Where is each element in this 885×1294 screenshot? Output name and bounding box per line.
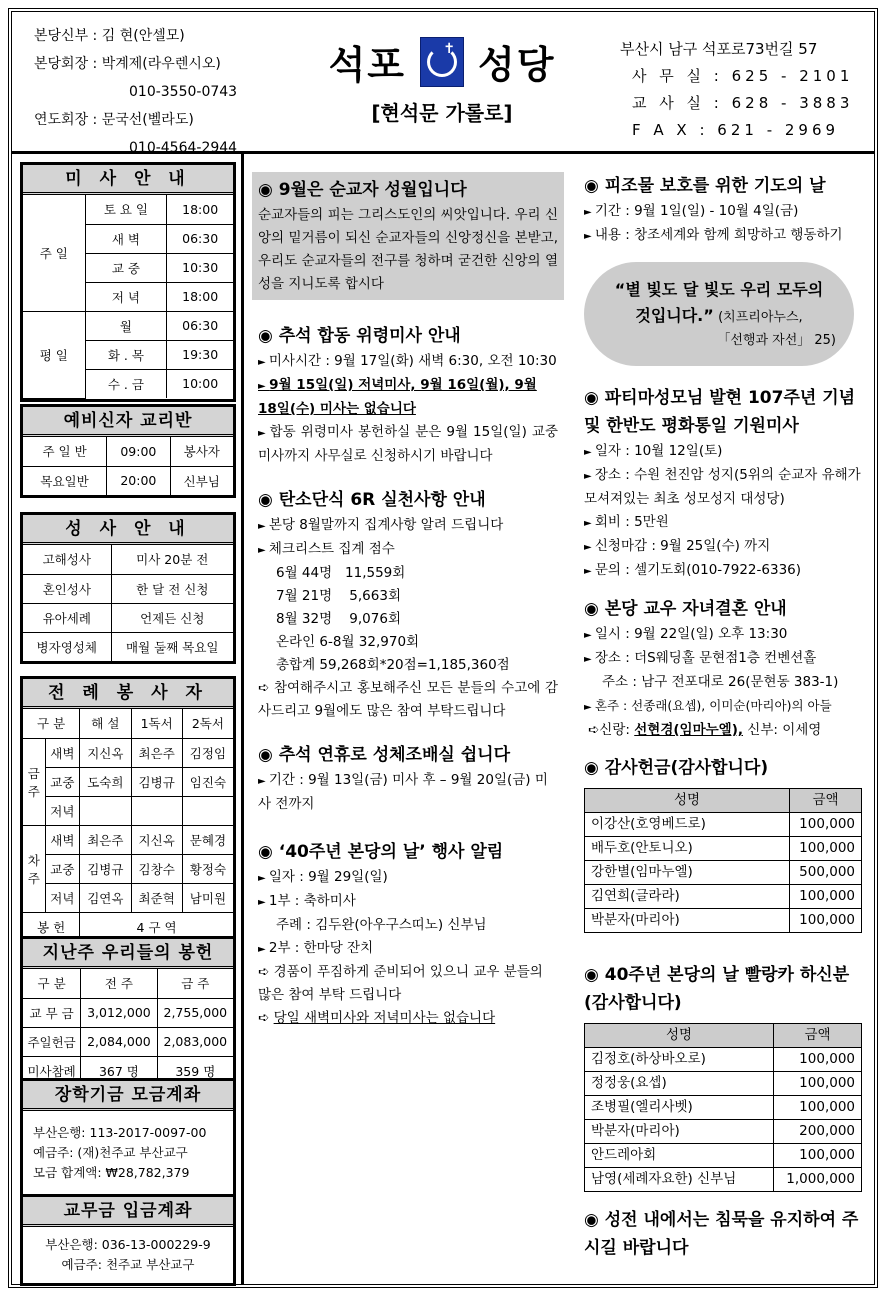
cell: 언제든 신청 [111,603,233,632]
offering-title: 지난주 우리들의 봉헌 [23,939,233,969]
cell: 김연옥 [80,883,131,912]
cell: 미사 20분 전 [111,545,233,574]
contact-info: 부산시 남구 석포로73번길 57 사 무 실 : 625 - 2101 교 사 실 : 628 - 3883 F A X : 621 - 2969 [620,36,853,144]
section-title: ◉ 추석 합동 위령미사 안내 [258,326,461,346]
item: ► 회비 : 5만원 [584,511,866,535]
section-title: ◉ 본당 교우 자녀결혼 안내 [584,599,787,619]
donor-amount: 100,000 [774,1144,862,1168]
quote-source: (치프리아누스, [718,310,803,325]
cell: 09:00 [107,437,170,466]
holder-line: 예금주: 천주교 부산교구 [61,1257,195,1272]
section-title: ◉ 9월은 순교자 성월입니다 [258,180,467,200]
item: ► 일시 : 9월 22일(일) 오후 13:30 [584,623,866,647]
donor-name: 조병필(엘리사벳) [585,1096,774,1120]
item: ► 장소 : 더S웨딩홀 문현점1층 컨벤션홀 [584,647,866,671]
cell: 20:00 [107,466,170,495]
cell: 주일헌금 [23,1027,81,1056]
liturgy-title: 전 례 봉 사 자 [23,679,233,709]
mass-time: 19:30 [167,340,233,369]
item: ► 문의 : 셀기도회(010-7922-6336) [584,559,866,583]
yeondo-phone: 010-4564-2944 [129,140,238,156]
mass-time: 18:00 [167,282,233,311]
this-week-label: 금주 [23,738,45,825]
mass-slot: 교 중 [85,253,167,282]
anniversary-event [252,838,564,1030]
title-right: 성당 [478,43,556,87]
cell: 주 일 반 [23,437,107,466]
section-title: ◉ 감사헌금(감사합니다) [584,758,769,778]
bulletin-page [8,8,878,1288]
cell: 고해성사 [23,545,111,574]
item: ► 혼주 : 선종래(요셉), 이미순(마리아)의 아들 [584,694,866,719]
mass-time: 06:30 [167,311,233,340]
sacraments-title: 성 사 안 내 [23,515,233,545]
groom-name: 선현경(임마누엘), [634,722,743,738]
item: ► 합동 위령미사 봉헌하실 분은 9월 15일(일) 교중미사까지 사무실로 신청하시기 바랍니다 [258,421,558,468]
item: ► 신청마감 : 9월 25일(수) 까지 [584,535,866,559]
title-left: 석포 [328,43,406,87]
catechumen-title: 예비신자 교리반 [23,407,233,437]
sunday-label: 주 일 [23,195,85,311]
cell: 금 주 [157,969,233,998]
cell: 문혜경 [182,825,233,854]
adoration-closed [252,741,564,816]
staff-info: 본당신부 : 김 현(안셀모) 본당회장 : 박계제(라우렌시오) 010-3550-0743 연도회장 : 문국선(벨라도) 010-4564-2944 [34,22,237,162]
donor-name: 남영(세례자요한) 신부님 [585,1168,774,1192]
donor-name: 김연희(글라라) [585,885,790,909]
item: ► 일자 : 9월 29일(일) [258,866,558,890]
cell: 구 분 [23,709,80,738]
martyr-month [252,172,564,300]
section-title: ◉ 피조물 보호를 위한 기도의 날 [584,176,826,196]
mass-title: 미 사 안 내 [23,165,233,195]
anniversary-donors [584,961,866,1192]
cell: 도숙희 [80,767,131,796]
wedding-notice [584,595,866,742]
president-name: 박계제(라우렌시오) [101,56,221,72]
cell: 3,012,000 [81,998,157,1027]
donor-name: 이강산(호영베드로) [585,813,790,837]
cell: 2,084,000 [81,1027,157,1056]
liturgy-servers [20,676,236,944]
cell: 전 주 [81,969,157,998]
col-header: 금액 [774,1024,862,1048]
donor-name: 정정웅(요셉) [585,1072,774,1096]
cell: 김병규 [131,767,182,796]
creation-prayer [584,172,866,248]
header [12,12,874,154]
memorial-mass [252,322,564,468]
cell: 혼인성사 [23,574,111,603]
item: ► 기간 : 9월 13일(금) 미사 후 – 9월 20일(금) 미사 전까지 [258,769,558,816]
cell: 2,755,000 [157,998,233,1027]
item: ➪ 참여해주시고 홍보해주신 모든 분들의 수고에 감사드리고 9월에도 많은 참여 부탁드립니다 [258,680,558,719]
bank-line: 부산은행: 113-2017-0097-00 [33,1125,207,1140]
stat: 온라인 6-8월 32,970회 [276,634,420,650]
mass-slot: 토 요 일 [85,195,167,224]
cell: 2,083,000 [157,1027,233,1056]
church-logo-icon: ✝ [420,37,464,87]
item: ► 장소 : 수원 천진암 성지(5위의 순교자 유해가 모셔져있는 최초 성모성지 대성당) [584,464,866,511]
donor-amount: 200,000 [774,1120,862,1144]
cell: 김병규 [80,854,131,883]
donor-name: 김정호(하상바오로) [585,1048,774,1072]
fatima-mass [584,384,866,583]
stat: 7월 21명 5,663회 [276,588,401,604]
donor-name: 강한별(임마누엘) [585,861,790,885]
item: ► 1부 : 축하미사 [258,890,558,914]
scholarship-title: 장학기금 모금계좌 [23,1081,233,1111]
holder-line: 예금주: (재)천주교 부산교구 [33,1145,188,1160]
cell: 한 달 전 신청 [111,574,233,603]
item: ► 미사시간 : 9월 17일(화) 새벽 6:30, 오전 10:30 [258,350,558,374]
cell: 367 명 [81,1056,157,1085]
col-header: 금액 [790,789,862,813]
quote-text: “별 빛도 달 빛도 우리 모두의 [614,280,824,299]
cell: 저녁 [45,796,80,825]
cell: 미사참례 [23,1056,81,1085]
item: 당일 새벽미사와 저녁미사는 없습니다 [273,1010,496,1026]
section-title: ◉ 파티마성모님 발현 107주년 기념 및 한반도 평화통일 기원미사 [584,388,856,436]
yeondo-label: 연도회장 [34,112,89,128]
item: ► 2부 : 한마당 잔치 [258,937,558,961]
item: ➪ 경품이 푸짐하게 준비되어 있으니 교우 분들의 많은 참여 부탁 드립니다 [258,964,543,1003]
quote-bubble [584,262,854,366]
cell [131,796,182,825]
teacher-phone: 628 - 3883 [731,94,854,112]
right-column [584,172,866,1262]
left-column [12,154,244,1284]
dues-title: 교무금 입금계좌 [23,1197,233,1227]
weekday-label: 평 일 [23,311,85,398]
stat: 총합계 59,268회*20점=1,185,360점 [276,657,510,673]
office-label: 사 무 실 [632,67,706,85]
cell: 새벽 [45,738,80,767]
church-title [312,34,572,126]
section-title: ◉ 탄소단식 6R 실천사항 안내 [258,490,486,510]
bride-name: 신부: 이세영 [743,722,822,738]
cell: 해 설 [80,709,131,738]
donor-name: 박분자(마리아) [585,909,790,933]
donor-amount: 100,000 [790,813,862,837]
cell: 봉 헌 [23,912,80,941]
donor-amount: 100,000 [790,909,862,933]
yeondo-name: 문국선(벨라도) [101,112,194,128]
president-label: 본당회장 [34,56,89,72]
mass-slot: 화 . 목 [85,340,167,369]
cell [80,796,131,825]
item: ► 내용 : 창조세계와 함께 희망하고 행동하기 [584,224,866,248]
teacher-label: 교 사 실 [632,94,706,112]
col-header: 성명 [585,1024,774,1048]
cell: 구 분 [23,969,81,998]
next-week-label: 차주 [23,825,45,912]
cell: 김창수 [131,854,182,883]
groom-label: ➪신랑: [588,722,635,738]
cell [182,796,233,825]
cell: 목요일반 [23,466,107,495]
mass-slot: 월 [85,311,167,340]
catechumen-class [20,404,236,498]
item: 주례 : 김두완(아우구스띠노) 신부님 [276,917,487,933]
office-phone: 625 - 2101 [731,67,854,85]
donor-name: 박분자(마리아) [585,1120,774,1144]
cell: 임진숙 [182,767,233,796]
cell: 새벽 [45,825,80,854]
donor-amount: 100,000 [774,1048,862,1072]
cell: 359 명 [157,1056,233,1085]
section-title: ◉ 성전 내에서는 침묵을 유지하여 주시길 바랍니다 [584,1210,859,1258]
col-header: 성명 [585,789,790,813]
cell: 2독서 [182,709,233,738]
cell: 최은주 [131,738,182,767]
donor-amount: 100,000 [790,885,862,909]
donor-name: 안드레아회 [585,1144,774,1168]
cell: 봉사자 [170,437,233,466]
mass-time: 18:00 [167,195,233,224]
cell: 유아세례 [23,603,111,632]
middle-column [252,172,564,1030]
thanks-offering [584,754,866,933]
quote-text: 것입니다.” [635,306,714,325]
silence-notice [584,1206,866,1262]
item: 주소 : 남구 전포대로 26(문현동 383-1) [602,674,839,690]
mass-slot: 저 녁 [85,282,167,311]
carbon-fast [252,486,564,723]
cell: 신부님 [170,466,233,495]
cell: 저녁 [45,883,80,912]
cell: 매월 둘째 목요일 [111,632,233,661]
sacraments [20,512,236,664]
stat: 8월 32명 9,076회 [276,611,401,627]
cell: 교 무 금 [23,998,81,1027]
bank-line: 부산은행: 036-13-000229-9 [45,1237,211,1252]
cell: 지신옥 [80,738,131,767]
quote-source: 「선행과 자선」 25) [717,333,836,348]
item: ► 9월 15일(일) 저녁미사, 9월 16일(월), 9월 18일(수) 미사는 없습니다 [258,374,558,421]
cell: 4 구 역 [80,912,233,941]
cell: 김정임 [182,738,233,767]
cell: 최준혁 [131,883,182,912]
mass-time: 06:30 [167,224,233,253]
fax-label: F A X [632,121,691,139]
donor-name: 배두호(안토니오) [585,837,790,861]
donor-amount: 100,000 [774,1072,862,1096]
cell: 병자영성체 [23,632,111,661]
item: ► 체크리스트 집계 점수 [258,538,558,562]
section-title: ◉ 추석 연휴로 성체조배실 쉽니다 [258,745,510,765]
offering-summary [20,936,236,1088]
pastor-label: 본당신부 [34,28,89,44]
donor-amount: 100,000 [790,837,862,861]
address: 부산시 남구 석포로73번길 57 [620,40,818,58]
section-body: 순교자들의 피는 그리스도인의 씨앗입니다. 우리 신앙의 밑거름이 되신 순교자들의 신앙정신을 본받고, 우리도 순교자들의 전구를 청하며 굳건한 신앙의 열성을 지니도록 합시다 [258,207,558,292]
cell: 교중 [45,767,80,796]
arrow-icon: ➪ [258,1010,274,1026]
mass-schedule [20,162,236,402]
mass-time: 10:00 [167,369,233,398]
mass-slot: 새 벽 [85,224,167,253]
president-phone: 010-3550-0743 [129,84,238,100]
cell: 최은주 [80,825,131,854]
cell: 황정숙 [182,854,233,883]
cell: 1독서 [131,709,182,738]
donor-amount: 1,000,000 [774,1168,862,1192]
mass-time: 10:30 [167,253,233,282]
scholarship-account [20,1078,236,1198]
patron-subtitle: [현석문 가롤로] [371,101,513,125]
donor-amount: 500,000 [790,861,862,885]
donor-amount: 100,000 [774,1096,862,1120]
cell: 남미원 [182,883,233,912]
mass-slot: 수 . 금 [85,369,167,398]
section-title: ◉ ‘40주년 본당의 날’ 행사 알림 [258,842,504,862]
item: ► 본당 8월말까지 집계사항 알려 드립니다 [258,514,558,538]
item: ► 기간 : 9월 1일(일) - 10월 4일(금) [584,200,866,224]
total-line: 모금 합계액: ₩28,782,379 [33,1165,190,1180]
dues-account [20,1194,236,1286]
stat: 6월 44명 11,559회 [276,565,406,581]
item: ► 일자 : 10월 12일(토) [584,440,866,464]
section-title: ◉ 40주년 본당의 날 빨랑카 하신분(감사합니다) [584,965,850,1013]
fax-number: 621 - 2969 [717,121,840,139]
cell: 교중 [45,854,80,883]
cell: 지신옥 [131,825,182,854]
pastor-name: 김 현(안셀모) [101,28,185,44]
